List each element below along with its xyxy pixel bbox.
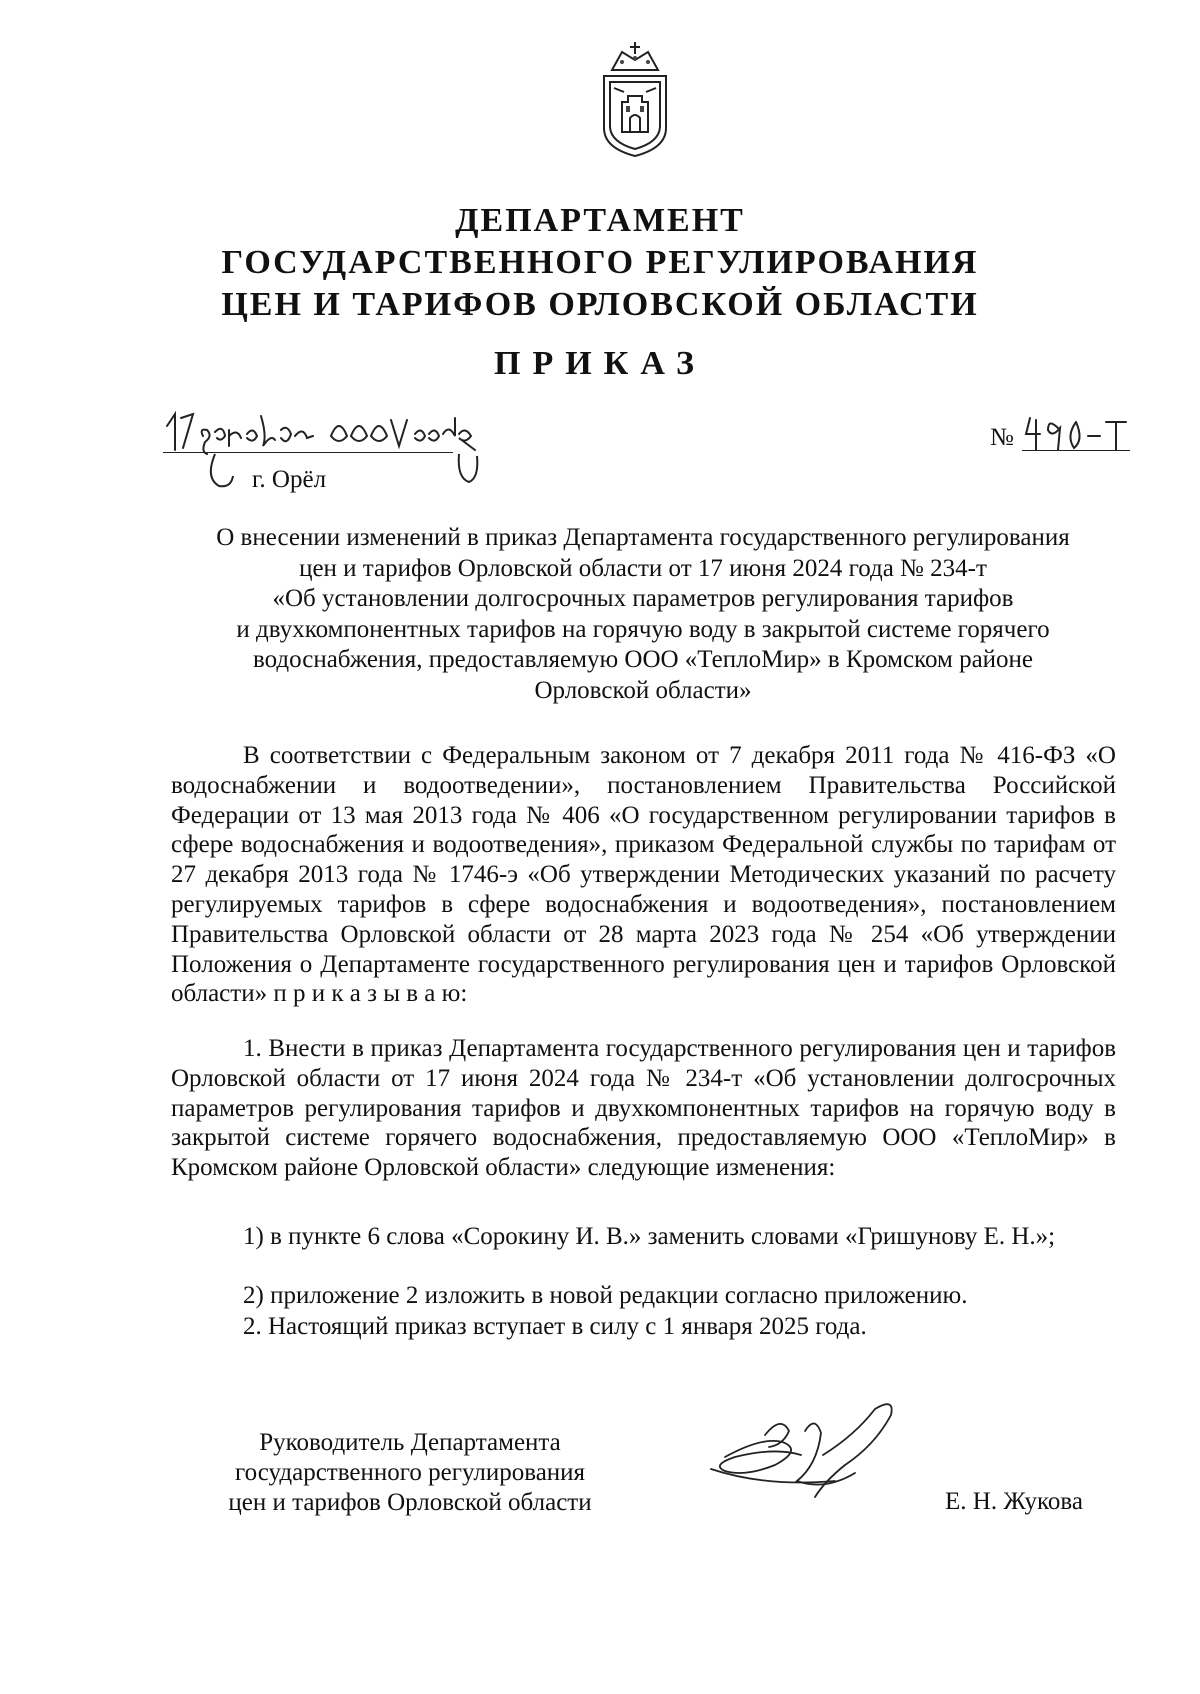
subitem-2-text: 2) приложение 2 изложить в новой редакции согласно приложению. <box>243 1282 968 1309</box>
subitem-2-paragraph <box>171 1281 1116 1311</box>
coat-of-arms-emblem <box>592 40 678 160</box>
order-number-label: № <box>990 424 1014 451</box>
preamble-paragraph <box>171 741 1116 1009</box>
signer-position-line-1: Руководитель Департамента <box>259 1429 561 1456</box>
order-heading <box>163 523 1123 706</box>
handwritten-signature <box>705 1395 915 1515</box>
org-line-2: ГОСУДАРСТВЕННОГО РЕГУЛИРОВАНИЯ <box>221 244 979 281</box>
heading-line-1: О внесении изменений в приказ Департамента государственного регулирования <box>216 524 1070 551</box>
item-1-text: 1. Внести в приказ Департамента государственного регулирования цен и тарифов Орловской области от 17 июня 2024 года № 234-т «Об установлении долгосрочных параметров регулирования тарифов и двухкомпонентных тарифов на горячую воду в закрытой системе горячего водоснабжения, предоставляемую ООО «ТеплоМир» в Кромском районе Орловской области» следующие изменения: <box>171 1035 1116 1182</box>
city-label: г. Орёл <box>252 466 327 493</box>
heading-line-4: и двухкомпонентных тарифов на горячую воду в закрытой системе горячего <box>236 615 1050 643</box>
signer-position-line-2: государственного регулирования <box>234 1459 586 1486</box>
item-2-paragraph <box>171 1312 1116 1342</box>
signer-name: Е. Н. Жукова <box>945 1488 1083 1515</box>
item-2-text: 2. Настоящий приказ вступает в силу с 1 января 2025 года. <box>243 1313 867 1340</box>
signer-position-line-3: цен и тарифов Орловской области <box>228 1489 592 1516</box>
heading-line-5: водоснабжения, предоставляемую ООО «ТеплоМир» в Кромском районе <box>252 646 1034 673</box>
subitem-1-paragraph <box>171 1222 1116 1252</box>
heading-line-2: цен и тарифов Орловской области от 17 июня 2024 года № 234-т <box>299 554 987 582</box>
organization-name <box>0 200 1200 326</box>
signer-position <box>205 1428 615 1518</box>
document-type-title: ПРИКАЗ <box>494 345 706 382</box>
heading-line-6: Орловской области» <box>534 676 752 704</box>
preamble-text: В соответствии с Федеральным законом от 7 декабря 2011 года № 416-ФЗ «О водоснабжении и водоотведении», постановлением Правительства Российской Федерации от 13 мая 2013 года № 406 «О государственном регулировании тарифов в сфере водоснабжения и водоотведения», приказом Федеральной службы по тарифам от 27 декабря 2013 года № 1746-э «Об утверждении Методических указаний по расчету регулируемых тарифов в сфере водоснабжения и водоотведения», постановлением Правительства Орловской области от 28 марта 2023 года № 254 «Об утверждении Положения о Департаменте государственного регулирования цен и тарифов Орловской области» п р и к а з ы в а ю: <box>171 742 1116 1008</box>
heading-line-3: «Об установлении долгосрочных параметров регулирования тарифов <box>272 585 1014 612</box>
bracket-right-mark <box>455 448 481 488</box>
org-line-3: ЦЕН И ТАРИФОВ ОРЛОВСКОЙ ОБЛАСТИ <box>221 286 979 323</box>
subitem-1-text: 1) в пункте 6 слова «Сорокину И. В.» заменить словами «Гришунову Е. Н.»; <box>243 1223 1056 1250</box>
order-number-underline <box>1022 450 1130 451</box>
item-1-paragraph <box>171 1034 1116 1183</box>
bracket-left-mark <box>205 448 235 492</box>
org-line-1: ДЕПАРТАМЕНТ <box>455 202 745 239</box>
